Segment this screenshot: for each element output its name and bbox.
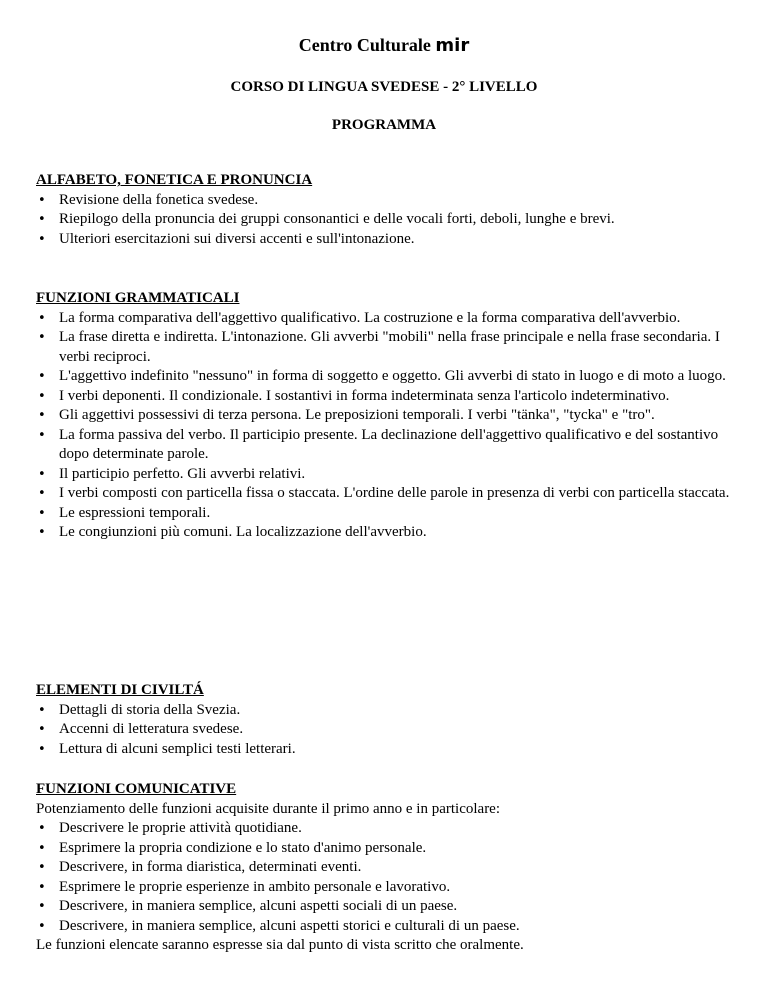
brand-name: mir [435, 35, 470, 56]
bullet-list [36, 309, 736, 543]
list-item: • La frase diretta e indiretta. L'intonazione. Gli avverbi "mobili" nella frase principale e nella frase secondaria. I verbi reciproci. [36, 328, 736, 367]
list-item: • Ulteriori esercitazioni sui diversi accenti e sull'intonazione. [36, 230, 736, 250]
section-grammaticali [36, 289, 736, 543]
list-item: • I verbi composti con particella fissa o staccata. L'ordine delle parole in presenza di verbi con particella staccata. [36, 484, 736, 504]
section-intro: Potenziamento delle funzioni acquisite durante il primo anno e in particolare: [36, 800, 501, 817]
list-item: • La forma passiva del verbo. Il participio presente. La declinazione dell'aggettivo qualificativo e del sostantivo dopo determinate parole. [36, 426, 736, 465]
course-subtitle: CORSO DI LINGUA SVEDESE - 2° LIVELLO [230, 79, 538, 95]
list-item: • Le congiunzioni più comuni. La localizzazione dell'avverbio. [36, 523, 736, 543]
list-item: • Le espressioni temporali. [36, 504, 736, 524]
list-item: • I verbi deponenti. Il condizionale. I sostantivi in forma indeterminata senza l'articolo indeterminativo. [36, 387, 736, 407]
bullet-list [36, 819, 736, 936]
list-item: • Descrivere le proprie attività quotidiane. [36, 819, 736, 839]
document-title [0, 35, 768, 56]
list-item: • Il participio perfetto. Gli avverbi relativi. [36, 465, 736, 485]
section-heading: FUNZIONI COMUNICATIVE [36, 781, 237, 797]
section-civilta [36, 681, 736, 759]
section-comunicative [36, 780, 736, 956]
list-item: • Descrivere, in maniera semplice, alcuni aspetti storici e culturali di un paese. [36, 917, 736, 937]
list-item: • Esprimere le proprie esperienze in ambito personale e lavorativo. [36, 878, 736, 898]
list-item: • Descrivere, in maniera semplice, alcuni aspetti sociali di un paese. [36, 897, 736, 917]
list-item: • Esprimere la propria condizione e lo stato d'animo personale. [36, 839, 736, 859]
section-alfabeto [36, 171, 736, 249]
programma-heading: PROGRAMMA [331, 117, 437, 133]
section-heading: ELEMENTI DI CIVILTÁ [36, 682, 204, 698]
list-item: • Descrivere, in forma diaristica, determinati eventi. [36, 858, 736, 878]
list-item: • Accenni di letteratura svedese. [36, 720, 736, 740]
bullet-list [36, 701, 736, 760]
list-item: • Lettura di alcuni semplici testi letterari. [36, 740, 736, 760]
bullet-list [36, 191, 736, 250]
section-heading: FUNZIONI GRAMMATICALI [36, 290, 240, 306]
list-item: • Gli aggettivi possessivi di terza persona. Le preposizioni temporali. I verbi "tänka", "tycka" e "tro". [36, 406, 736, 426]
list-item: • Riepilogo della pronuncia dei gruppi consonantici e delle vocali forti, deboli, lunghe e brevi. [36, 210, 736, 230]
section-heading: ALFABETO, FONETICA E PRONUNCIA [36, 172, 313, 188]
list-item: • L'aggettivo indefinito "nessuno" in forma di soggetto e oggetto. Gli avverbi di stato in luogo e di moto a luogo. [36, 367, 736, 387]
list-item: • Dettagli di storia della Svezia. [36, 701, 736, 721]
title-text: Centro Culturale [298, 35, 431, 55]
list-item: • La forma comparativa dell'aggettivo qualificativo. La costruzione e la forma comparativa dell'avverbio. [36, 309, 736, 329]
list-item: • Revisione della fonetica svedese. [36, 191, 736, 211]
section-outro: Le funzioni elencate saranno espresse sia dal punto di vista scritto che oralmente. [36, 937, 524, 953]
